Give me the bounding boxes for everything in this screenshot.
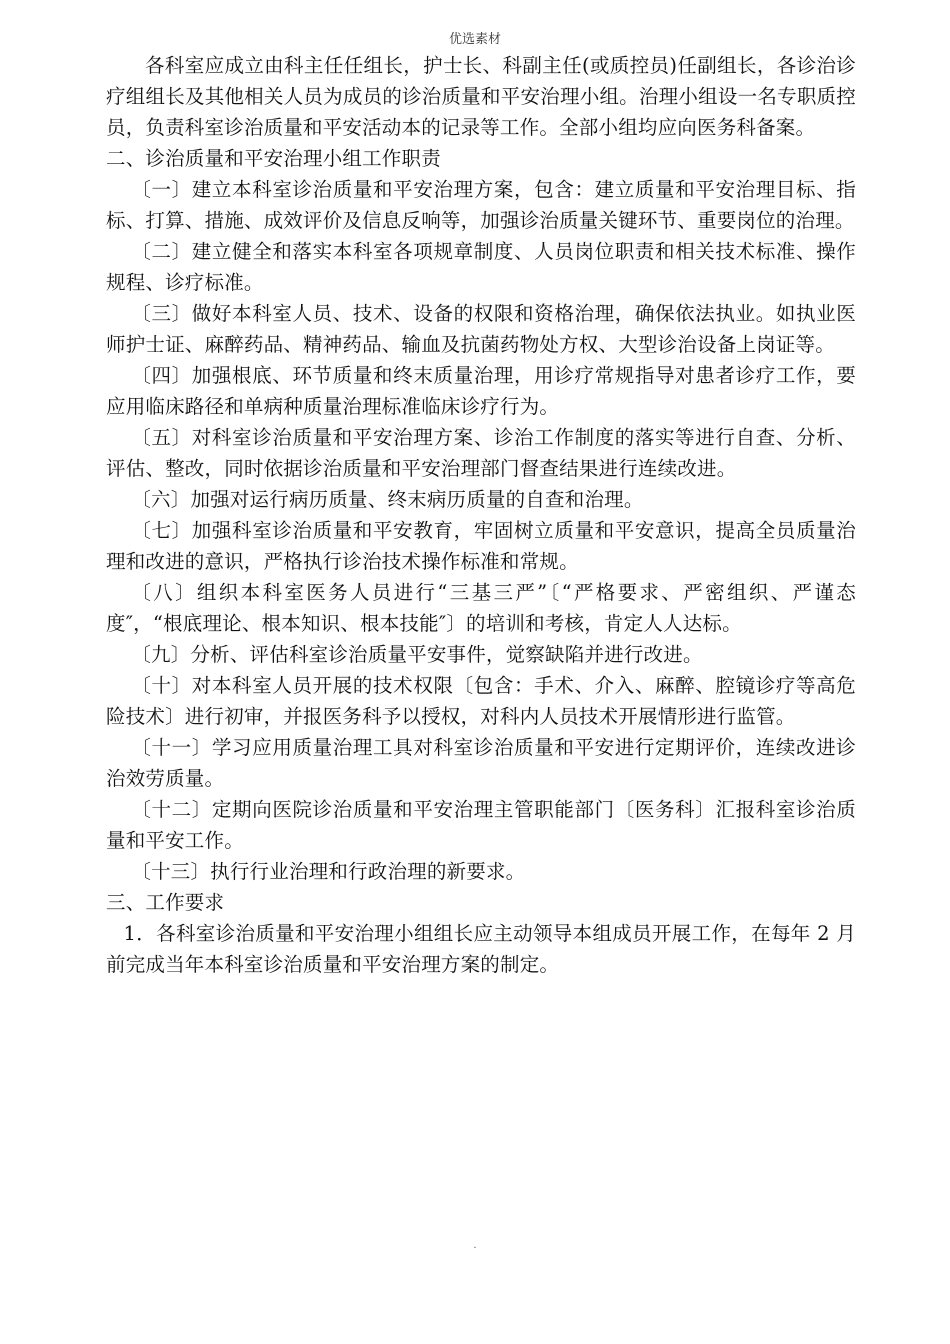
intro-paragraph: 各科室应成立由科主任任组长，护士长、科副主任(或质控员)任副组长，各诊治诊疗组组长及其他相关人员为成员的诊治质量和平安治理小组。治理小组设一名专职质控员，负责科室诊治质量和平安活动本的记录等工作。全部小组均应向医务科备案。 [106,54,856,139]
duty-item-6: 〔六〕加强对运行病历质量、终末病历质量的自查和治理。 [131,488,644,511]
duty-item-11: 〔十一〕学习应用质量治理工具对科室诊治质量和平安进行定期评价，连续改进诊治效劳质量。 [106,736,856,790]
duty-item-1: 〔一〕建立本科室诊治质量和平安治理方案，包含：建立质量和平安治理目标、指标、打算、措施、成效评价及信息反响等，加强诊治质量关键环节、重要岗位的治理。 [106,178,856,232]
duty-item-8: 〔八〕组织本科室医务人员进行“三基三严”〔“严格要求、严密组织、严谨态度″，“根底理论、根本知识、根本技能″〕的培训和考核，肯定人人达标。 [106,581,856,635]
duty-item-2: 〔二〕建立健全和落实本科室各项规章制度、人员岗位职责和相关技术标准、操作规程、诊疗标准。 [106,240,856,294]
duty-item-12: 〔十二〕定期向医院诊治质量和平安治理主管职能部门〔医务科〕汇报科室诊治质量和平安工作。 [106,798,856,852]
requirement-1: 1．各科室诊治质量和平安治理小组组长应主动领导本组成员开展工作，在每年 2 月前完成当年本科室诊治质量和平安治理方案的制定。 [106,922,856,976]
duty-item-10: 〔十〕对本科室人员开展的技术权限〔包含：手术、介入、麻醉、腔镜诊疗等高危险技术〕进行初审，并报医务科予以授权，对科内人员技术开展情形进行监管。 [106,674,856,728]
page-header: 优选素材 [448,32,501,47]
page-footer-mark: . [473,1240,477,1251]
document-body [106,50,856,980]
duty-item-13: 〔十三〕执行行业治理和行政治理的新要求。 [131,860,526,883]
section-3-heading: 三、工作要求 [106,891,225,914]
duty-item-5: 〔五〕对科室诊治质量和平安治理方案、诊治工作制度的落实等进行自查、分析、评估、整改，同时依据诊治质量和平安治理部门督查结果进行连续改进。 [106,426,856,480]
duty-item-3: 〔三〕做好本科室人员、技术、设备的权限和资格治理，确保依法执业。如执业医师护士证、麻醉药品、精神药品、输血及抗菌药物处方权、大型诊治设备上岗证等。 [106,302,856,356]
duty-item-7: 〔七〕加强科室诊治质量和平安教育，牢固树立质量和平安意识，提高全员质量治理和改进的意识，严格执行诊治技术操作标准和常规。 [106,519,856,573]
section-2-heading: 二、诊治质量和平安治理小组工作职责 [106,147,441,170]
duty-item-4: 〔四〕加强根底、环节质量和终末质量治理，用诊疗常规指导对患者诊疗工作，要应用临床路径和单病种质量治理标准临床诊疗行为。 [106,364,856,418]
duty-item-9: 〔九〕分析、评估科室诊治质量平安事件，觉察缺陷并进行改进。 [131,643,703,666]
